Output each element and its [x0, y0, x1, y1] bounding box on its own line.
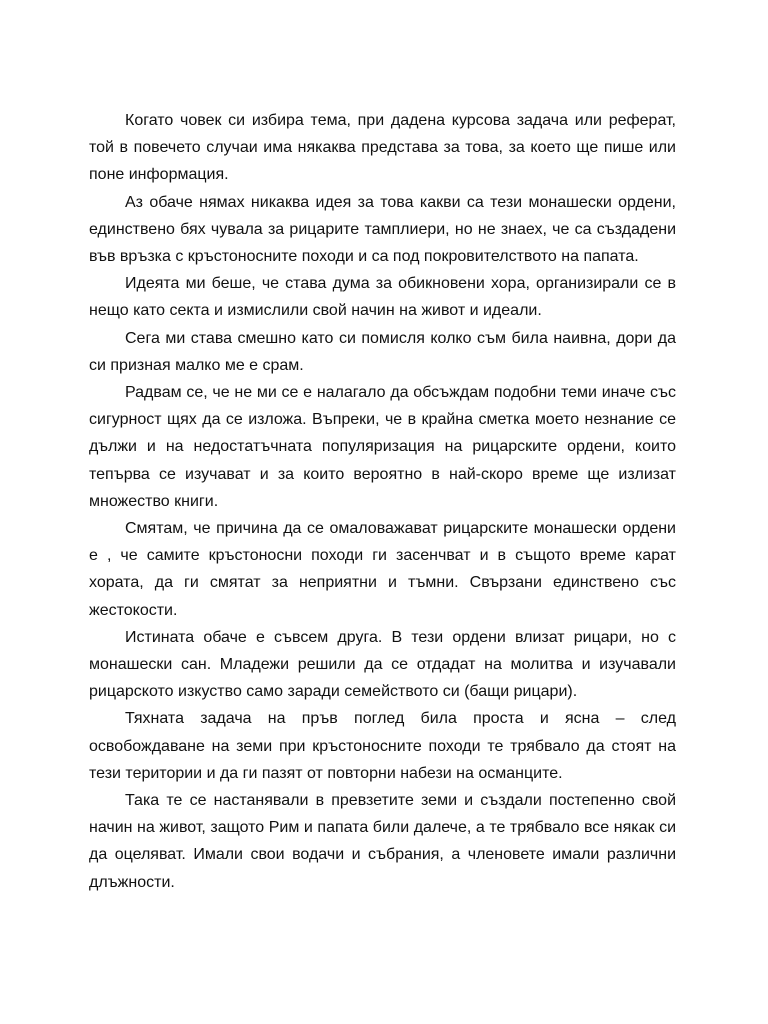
paragraph-5: Радвам се, че не ми се е налагало да обсъждам подобни теми иначе със сигурност щях да се изложа. Въпреки, че в крайна сметка моето незнание се дължи и на недостатъчната популяризация на рицарските ордени, които тепърва се изучават и за които вероятно в най-скоро време ще излизат множество книги. — [89, 384, 676, 510]
paragraph-4: Сега ми става смешно като си помисля колко съм била наивна, дори да си призная малко ме е срам. — [89, 329, 676, 374]
paragraph-7: Истината обаче е съвсем друга. В тези ордени влизат рицари, но с монашески сан. Младежи решили да се отдадат на молитва и изучавали рицарското изкуство само заради семейството си (бащи рицари). — [89, 628, 676, 701]
document-body — [89, 107, 676, 896]
paragraph-6: Смятам, че причина да се омаловажават рицарските монашески ордени е , че самите кръстоносни походи ги засенчват и в същото време карат хората, да ги смятат за неприятни и тъмни. Свързани единствено със жестокости. — [89, 520, 676, 619]
paragraph-9: Така те се настанявали в превзетите земи и създали постепенно свой начин на живот, защото Рим и папата били далече, а те трябвало все някак си да оцеляват. Имали свои водачи и събрания, а членовете имали различни длъжности. — [89, 792, 676, 891]
paragraph-8: Тяхната задача на пръв поглед била проста и ясна – след освобождаване на земи при кръстоносните походи те трябвало да стоят на тези територии и да ги пазят от повторни набези на османците. — [89, 710, 676, 782]
paragraph-1: Когато човек си избира тема, при дадена курсова задача или реферат, той в повечето случаи има някаква представа за това, за което ще пише или поне информация. — [89, 112, 676, 184]
paragraph-3: Идеята ми беше, че става дума за обикновени хора, организирали се в нещо като секта и измислили свой начин на живот и идеали. — [89, 275, 676, 320]
paragraph-2: Аз обаче нямах никаква идея за това какви са тези монашески ордени, единствено бях чувала за рицарите тамплиери, но не знаех, че са създадени във връзка с кръстоносните походи и са под покровителството на папата. — [89, 193, 676, 266]
